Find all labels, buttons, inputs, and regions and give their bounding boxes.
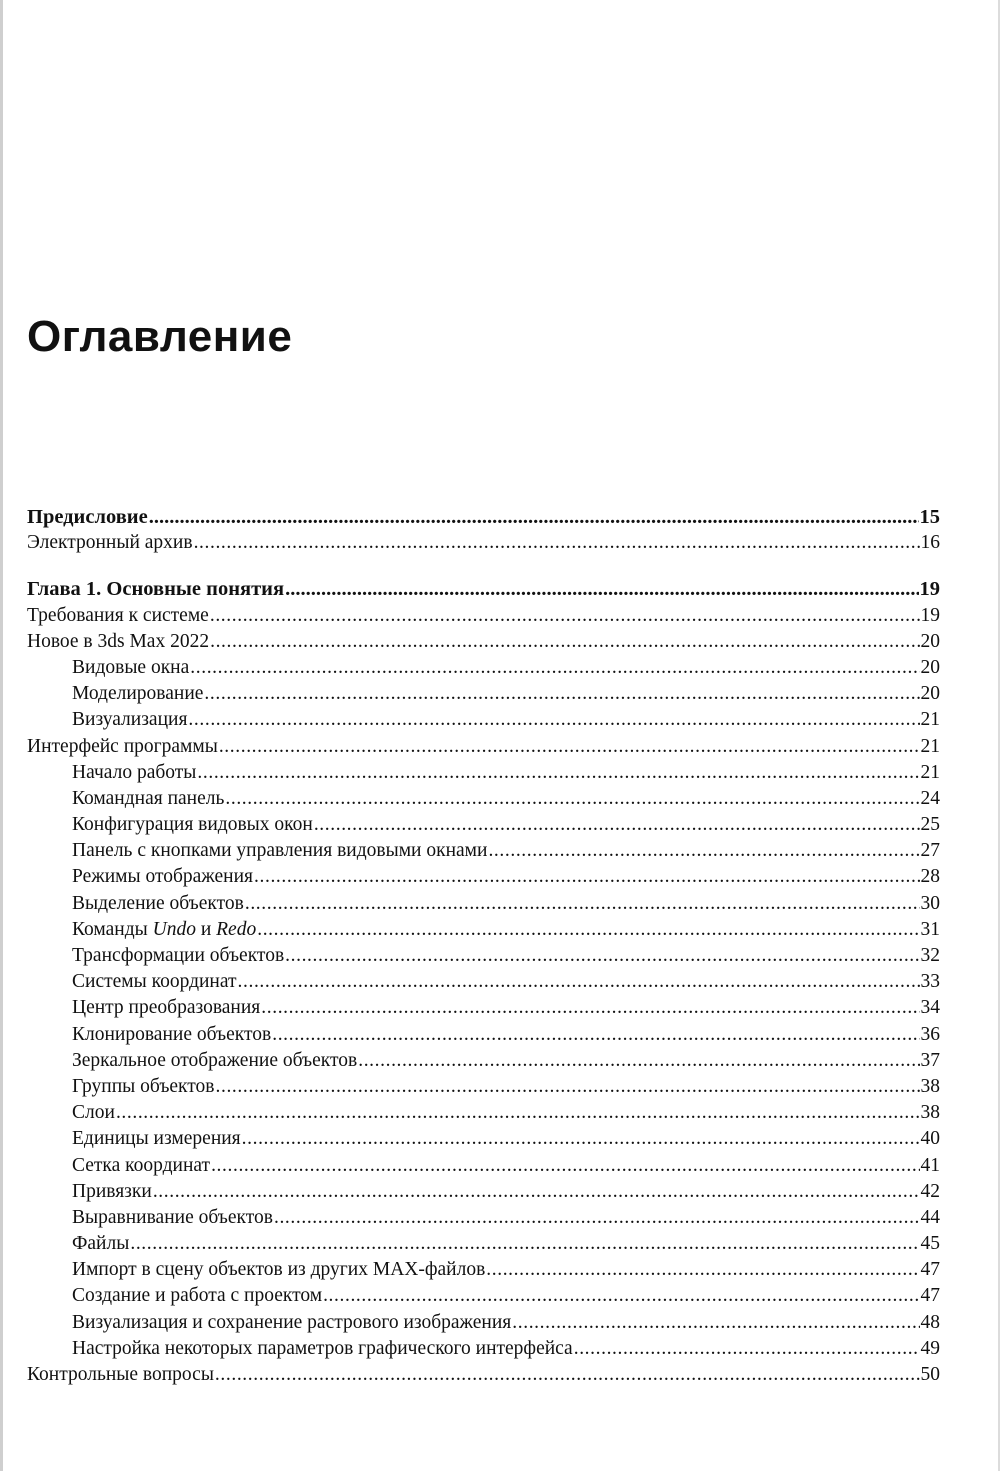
toc-label: Выравнивание объектов [72,1206,273,1228]
toc-leader-dots [130,1231,919,1257]
toc-leader-dots [272,1022,919,1048]
toc-page-number: 48 [920,1311,940,1333]
toc-label: Центр преобразования [72,997,261,1019]
toc-entry-viewports[interactable] [27,655,940,681]
toc-leader-dots [210,629,919,655]
toc-leader-dots [574,1336,920,1362]
toc-entry-electronic-archive[interactable] [27,530,940,556]
toc-leader-dots [285,943,919,969]
toc-label: Зеркальное отображение объектов [72,1049,358,1071]
toc-entry-viewport-controls[interactable] [27,838,940,864]
toc-page-number: 38 [920,1102,940,1124]
toc-label: Требования к системе [27,604,209,626]
toc-leader-dots [204,681,919,707]
toc-leader-dots [314,812,920,838]
toc-label-part: и [195,918,217,940]
toc-page-number: 33 [920,971,940,993]
toc-label: Трансформации объектов [72,945,285,966]
toc-page-number: 42 [920,1180,940,1202]
toc-page-number: 49 [920,1337,940,1359]
toc-page-number: 47 [920,1285,940,1307]
toc-leader-dots [257,917,919,943]
toc-label: Контрольные вопросы [27,1364,214,1385]
toc-page-number: 37 [920,1049,940,1071]
toc-leader-dots [488,838,919,864]
toc-page-number: 19 [919,578,940,601]
toc-page-number: 15 [919,506,940,528]
toc-entry-program-interface[interactable] [27,734,940,760]
toc-leader-dots [254,864,919,890]
toc-leader-dots [245,891,920,917]
toc-label: Командная панель [72,787,225,809]
toc-leader-dots [215,1362,920,1388]
toc-leader-dots [194,530,920,556]
toc-label: Электронный архив [27,532,193,554]
toc-label-italic-redo: Redo [216,918,257,940]
toc-entry-transformations[interactable] [27,943,940,969]
toc-label: Начало работы [72,761,197,783]
toc-leader-dots [211,1153,919,1179]
toc-page-number: 50 [920,1364,940,1385]
toc-label: Визуализация и сохранение растрового изображения [72,1311,512,1333]
toc-entry-snaps[interactable] [27,1179,940,1205]
toc-leader-dots [153,1179,920,1205]
toc-label: Сетка координат [72,1154,211,1176]
toc-leader-dots [358,1048,919,1074]
toc-label: Выделение объектов [72,892,244,914]
toc-entry-system-requirements[interactable] [27,603,940,629]
toc-page-number: 16 [920,532,940,554]
toc-leader-dots [190,655,919,681]
toc-page-number: 20 [920,656,940,678]
toc-page-number: 41 [920,1154,940,1176]
toc-entry-command-panel[interactable] [27,786,940,812]
toc-page-number: 20 [920,683,940,705]
toc-page-number: 28 [920,866,940,888]
toc-label: Слои [72,1102,115,1124]
toc-entry-object-selection[interactable] [27,891,940,917]
toc-page-number: 40 [920,1128,940,1150]
toc-page-number: 19 [920,604,940,626]
toc-leader-dots [512,1310,919,1336]
toc-label: Импорт в сцену объектов из других MAX-файлов [72,1259,486,1281]
toc-leader-dots [225,786,919,812]
toc-leader-dots [323,1283,919,1309]
toc-label: Предисловие [27,506,148,528]
toc-label: Создание и работа с проектом [72,1285,323,1307]
toc-entry-whats-new[interactable] [27,629,940,655]
toc-entry-visualization[interactable] [27,707,940,733]
toc-label: Интерфейс программы [27,735,218,757]
toc-page-number: 21 [920,709,940,731]
toc-leader-dots [197,760,919,786]
toc-entry-cloning[interactable] [27,1022,940,1048]
toc-leader-dots [219,734,920,760]
toc-entry-getting-started[interactable] [27,760,940,786]
toc-entry-transform-center[interactable] [27,995,940,1021]
toc-entry-review-questions[interactable] [27,1362,940,1388]
toc-page-number: 21 [920,761,940,783]
toc-entry-project[interactable] [27,1283,940,1309]
toc-entry-modeling[interactable] [27,681,940,707]
toc-entry-import-max-files[interactable] [27,1257,940,1283]
toc-entry-chapter-1[interactable] [27,576,940,602]
toc-label [72,917,256,943]
toc-label: Панель с кнопками управления видовыми окнами [72,840,488,862]
toc-entry-undo-redo[interactable] [27,917,940,943]
toc-label: Файлы [72,1233,130,1255]
toc-leader-dots [242,1126,920,1152]
toc-label: Режимы отображения [72,866,254,888]
toc-page-number: 27 [920,840,940,862]
table-of-contents [27,504,940,1388]
toc-leader-dots [238,969,920,995]
toc-entry-files[interactable] [27,1231,940,1257]
toc-page-number: 38 [920,1075,940,1097]
toc-page-number: 44 [920,1206,940,1228]
toc-entry-viewport-configuration[interactable] [27,812,940,838]
toc-label-part: Команды [72,918,153,940]
toc-label: Глава 1. Основные понятия [27,578,285,601]
toc-label: Конфигурация видовых окон [72,814,313,836]
toc-entry-render-save-image[interactable] [27,1310,940,1336]
toc-leader-dots [149,504,919,530]
page-title: Оглавление [27,312,293,361]
toc-label-italic-undo: Undo [152,918,196,940]
toc-page-number: 45 [920,1233,940,1255]
toc-page-number: 25 [920,814,940,836]
toc-leader-dots [274,1205,920,1231]
toc-entry-coordinate-grid[interactable] [27,1153,940,1179]
toc-label: Привязки [72,1180,152,1202]
toc-leader-dots [261,995,919,1021]
toc-entry-preface[interactable] [27,504,940,530]
toc-label: Новое в 3ds Max 2022 [27,630,210,652]
toc-entry-object-groups[interactable] [27,1074,940,1100]
toc-leader-dots [210,603,920,629]
toc-entry-units[interactable] [27,1126,940,1152]
toc-page-number: 47 [920,1259,940,1281]
toc-label: Клонирование объектов [72,1023,272,1045]
toc-entry-gui-settings[interactable] [27,1336,940,1362]
toc-leader-dots [486,1257,919,1283]
toc-label: Системы координат [72,971,237,993]
page-edge-left [0,0,3,1471]
toc-page-number: 36 [920,1023,940,1045]
toc-label: Видовые окна [72,656,190,678]
toc-entry-layers[interactable] [27,1100,940,1126]
toc-entry-alignment[interactable] [27,1205,940,1231]
toc-entry-coordinate-systems[interactable] [27,969,940,995]
toc-label: Группы объектов [72,1075,215,1097]
toc-page-number: 31 [920,918,940,940]
toc-page-number: 34 [920,997,940,1019]
toc-leader-dots [116,1100,920,1126]
toc-page-number: 20 [920,630,940,652]
toc-leader-dots [216,1074,920,1100]
toc-page-number: 21 [920,735,940,757]
toc-entry-display-modes[interactable] [27,864,940,890]
toc-leader-dots [285,576,918,602]
toc-page-number: 30 [920,892,940,914]
toc-leader-dots [188,707,919,733]
toc-page-number: 32 [920,945,940,966]
toc-label: Настройка некоторых параметров графического интерфейса [72,1337,573,1359]
toc-label: Моделирование [72,683,204,705]
toc-page-number: 24 [920,787,940,809]
toc-entry-mirroring[interactable] [27,1048,940,1074]
toc-label: Единицы измерения [72,1128,241,1150]
toc-label: Визуализация [72,709,188,731]
